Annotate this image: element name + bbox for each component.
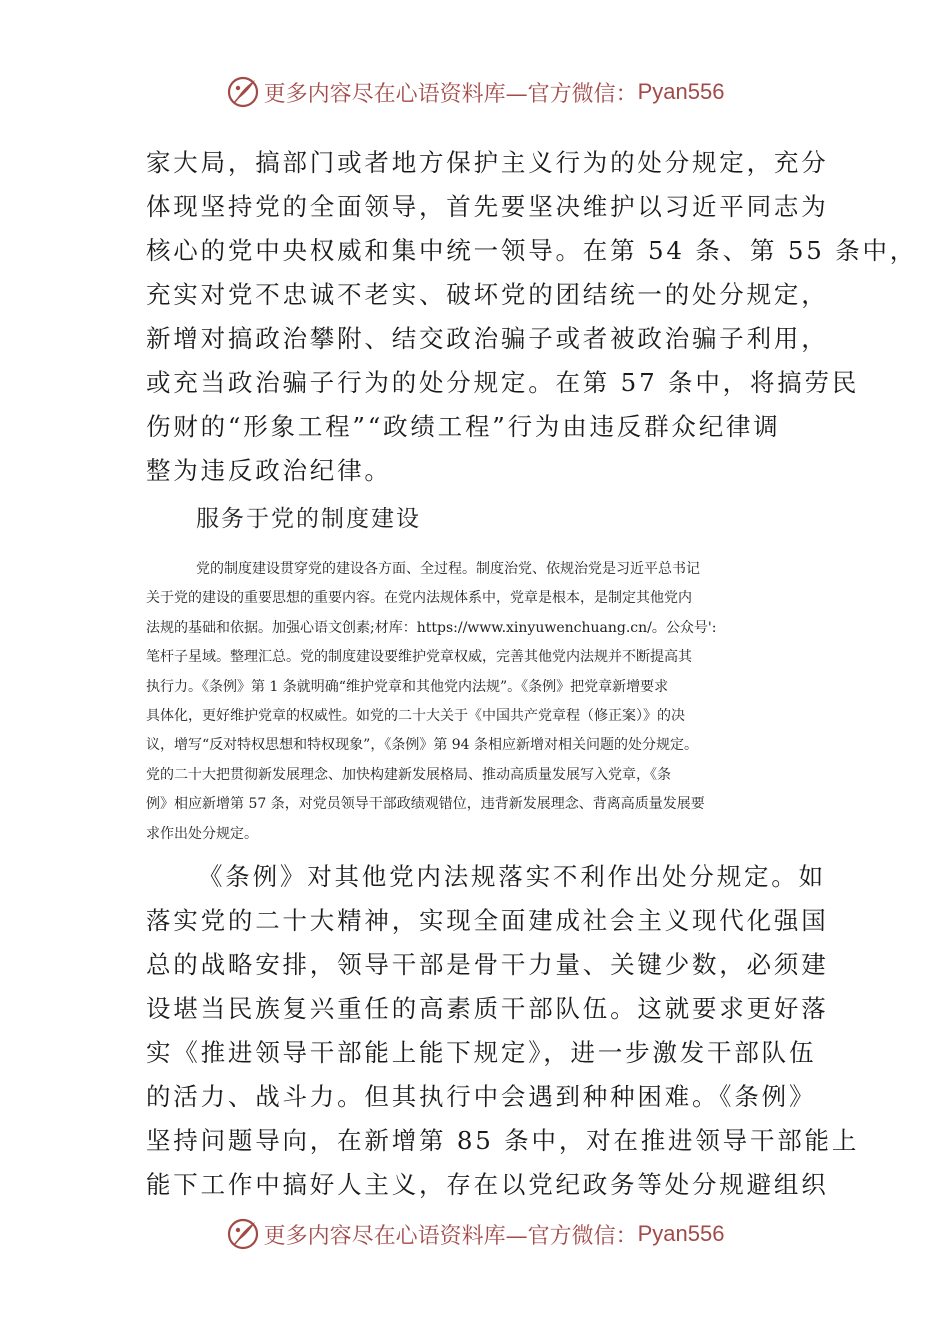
text-line: 例》相应新增第 57 条，对党员领导干部政绩观错位，违背新发展理念、背离高质量发展要 — [146, 796, 705, 813]
section-heading: 服务于党的制度建设 — [196, 506, 421, 532]
text-line: 设堪当民族复兴重任的高素质干部队伍。这就要求更好落 — [146, 994, 829, 1023]
body-paragraph-2 — [146, 855, 859, 1207]
text-line: 总的战略安排，领导干部是骨干力量、关键少数，必须建 — [146, 950, 829, 979]
text-line: 家大局，搞部门或者地方保护主义行为的处分规定，充分 — [146, 148, 829, 177]
text-line: 核心的党中央权威和集中统一领导。在第 54 条、第 55 条中， — [146, 236, 918, 265]
text-line: 执行力。《条例》第 1 条就明确“维护党章和其他党内法规”。《条例》把党章新增要求 — [146, 678, 669, 695]
text-line: 法规的基础和依据。加强心语文创素;材库：https://www.xinyuwenchuang.cn/。公众号': — [146, 619, 717, 636]
banner-text: 更多内容尽在心语资料库—官方微信： — [263, 81, 638, 107]
quill-pen-logo-icon — [226, 75, 260, 109]
text-line: 或充当政治骗子行为的处分规定。在第 57 条中，将搞劳民 — [146, 368, 860, 397]
text-line: 具体化，更好维护党章的权威性。如党的二十大关于《中国共产党章程（修正案）》的决 — [146, 707, 685, 724]
footer-watermark-banner — [0, 1212, 950, 1256]
text-line: 党的二十大把贯彻新发展理念、加快构建新发展格局、推动高质量发展写入党章，《条 — [146, 766, 671, 783]
quill-pen-logo-icon — [226, 1217, 260, 1251]
text-line: 坚持问题导向，在新增第 85 条中，对在推进领导干部能上 — [146, 1126, 860, 1155]
text-line: 议，增写“反对特权思想和特权现象”，《条例》第 94 条相应新增对相关问题的处分规定。 — [146, 737, 699, 754]
text-line: 的活力、战斗力。但其执行中会遇到种种困难。《条例》 — [146, 1082, 817, 1111]
text-line: 新增对搞政治攀附、结交政治骗子或者被政治骗子利用， — [146, 324, 829, 353]
text-line: 求作出处分规定。 — [146, 825, 258, 842]
header-watermark-banner — [0, 70, 950, 114]
body-paragraph-1 — [146, 141, 917, 493]
banner-text: 更多内容尽在心语资料库—官方微信： — [263, 1223, 638, 1249]
text-line: 实《推进领导干部能上能下规定》，进一步激发干部队伍 — [146, 1038, 817, 1067]
text-line: 党的制度建设贯穿党的建设各方面、全过程。制度治党、依规治党是习近平总书记 — [196, 561, 700, 577]
text-line: 笔杆子星域。整理汇总。党的制度建设要维护党章权威，完善其他党内法规并不断提高其 — [146, 649, 692, 666]
text-line: 能下工作中搞好人主义，存在以党纪政务等处分规避组织 — [146, 1170, 829, 1199]
banner-wechat-id: Pyan556 — [637, 1221, 725, 1246]
text-line: 落实党的二十大精神，实现全面建成社会主义现代化强国 — [146, 906, 829, 935]
text-line: 伤财的“形象工程”“政绩工程”行为由违反群众纪律调 — [146, 412, 781, 441]
text-line: 体现坚持党的全面领导，首先要坚决维护以习近平同志为 — [146, 192, 829, 221]
text-line: 《条例》对其他党内法规落实不利作出处分规定。如 — [198, 862, 826, 891]
small-print-paragraph — [146, 555, 816, 849]
text-line: 关于党的建设的重要思想的重要内容。在党内法规体系中，党章是根本，是制定其他党内 — [146, 590, 692, 607]
text-line: 整为违反政治纪律。 — [146, 456, 392, 485]
banner-wechat-id: Pyan556 — [637, 79, 725, 104]
text-line: 充实对党不忠诚不老实、破坏党的团结统一的处分规定， — [146, 280, 829, 309]
